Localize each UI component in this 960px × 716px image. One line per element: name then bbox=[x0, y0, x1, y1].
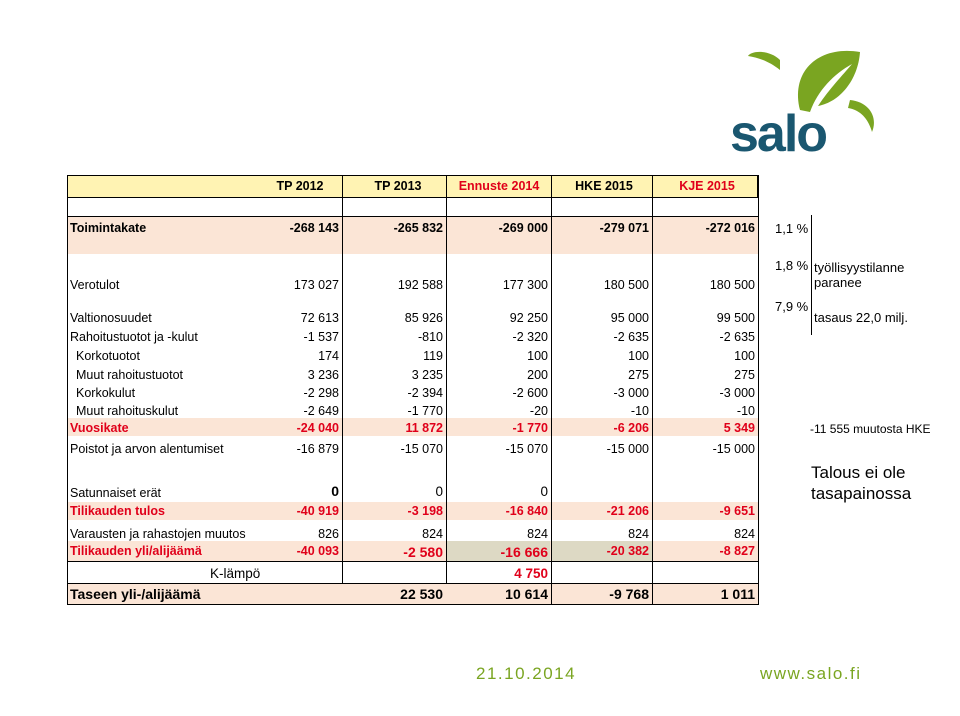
row-label: Vuosikate bbox=[70, 421, 129, 435]
row-label: Toimintakate bbox=[70, 221, 147, 235]
row-label: Verotulot bbox=[70, 278, 120, 292]
header-kje2015: KJE 2015 bbox=[679, 179, 735, 193]
header-ennuste2014: Ennuste 2014 bbox=[458, 179, 540, 193]
header-tp2013: TP 2013 bbox=[374, 179, 422, 193]
cell-value: 100 bbox=[734, 349, 755, 363]
cell-value: 99 500 bbox=[716, 311, 755, 325]
row-label: Korkotuotot bbox=[76, 349, 140, 363]
cell-value: 180 500 bbox=[709, 278, 755, 292]
row-label: Taseen yli-/alijäämä bbox=[70, 586, 201, 602]
line-below-ylijaama bbox=[67, 561, 759, 562]
footer-url[interactable]: www.salo.fi bbox=[760, 664, 862, 683]
cell-value: -269 000 bbox=[498, 221, 548, 235]
cell-value: 5 349 bbox=[723, 421, 755, 435]
pct-note-1: 1,1 % bbox=[775, 221, 809, 236]
cell-value: 275 bbox=[628, 368, 649, 382]
cell-value: 95 000 bbox=[610, 311, 649, 325]
cell-value: 826 bbox=[318, 527, 339, 541]
cell-value: 177 300 bbox=[502, 278, 548, 292]
cell-value: 10 614 bbox=[505, 586, 548, 602]
cell-value: -3 000 bbox=[613, 386, 649, 400]
cell-value: 192 588 bbox=[397, 278, 443, 292]
budget-table bbox=[67, 175, 759, 605]
cell-value: 173 027 bbox=[293, 278, 339, 292]
header-tp2012: TP 2012 bbox=[276, 179, 324, 193]
cell-value: -15 070 bbox=[505, 442, 548, 456]
cell-value: -2 580 bbox=[403, 544, 443, 560]
cell-value: -265 832 bbox=[393, 221, 443, 235]
border-bottom bbox=[67, 604, 759, 605]
cell-value: -16 840 bbox=[505, 504, 548, 518]
cell-value: -2 320 bbox=[512, 330, 548, 344]
cell-value: -3 000 bbox=[719, 386, 755, 400]
row-label: Rahoitustuotot ja -kulut bbox=[70, 330, 198, 344]
cell-value: 180 500 bbox=[603, 278, 649, 292]
cell-value: -9 651 bbox=[719, 504, 755, 518]
cell-value: 3 236 bbox=[307, 368, 339, 382]
cell-value: 275 bbox=[734, 368, 755, 382]
cell-value: -40 919 bbox=[296, 504, 339, 518]
row-label: Tilikauden yli/alijäämä bbox=[70, 544, 202, 558]
cell-value: 824 bbox=[734, 527, 755, 541]
cell-value: -40 093 bbox=[296, 544, 339, 558]
cell-value: 92 250 bbox=[509, 311, 548, 325]
row-label: Satunnaiset erät bbox=[70, 486, 162, 500]
hke-note: -11 555 muutosta HKE bbox=[810, 422, 931, 436]
cell-value: 0 bbox=[331, 483, 339, 499]
cell-value: 119 bbox=[423, 349, 443, 363]
cell-value: -15 000 bbox=[712, 442, 755, 456]
side-divider bbox=[811, 215, 812, 335]
cell-value: -1 770 bbox=[512, 421, 548, 435]
row-label: Muut rahoituskulut bbox=[76, 404, 179, 418]
cell-value: -279 071 bbox=[599, 221, 649, 235]
cell-value: 200 bbox=[527, 368, 548, 382]
col-divider-3 bbox=[551, 175, 552, 605]
header-hke2015: HKE 2015 bbox=[575, 179, 633, 193]
cell-value: -15 070 bbox=[400, 442, 443, 456]
cell-value: -8 827 bbox=[719, 544, 755, 558]
row-label: Tilikauden tulos bbox=[70, 504, 165, 518]
cell-value: 11 872 bbox=[405, 421, 443, 435]
footer-date: 21.10.2014 bbox=[476, 664, 577, 683]
cell-value: -10 bbox=[736, 404, 755, 418]
salo-logo bbox=[730, 40, 880, 163]
cell-value: -20 382 bbox=[606, 544, 649, 558]
row-label: Valtionosuudet bbox=[70, 311, 152, 325]
cell-value: -15 000 bbox=[606, 442, 649, 456]
cell-value: 824 bbox=[527, 527, 548, 541]
cell-value: 72 613 bbox=[300, 311, 339, 325]
cell-value: 824 bbox=[422, 527, 443, 541]
border-left bbox=[67, 175, 68, 605]
row-label: K-lämpö bbox=[210, 566, 261, 581]
cell-value: -6 206 bbox=[613, 421, 649, 435]
cell-value: 824 bbox=[628, 527, 649, 541]
talous-note: Talous ei ole tasapainossa bbox=[811, 463, 912, 503]
col-divider-1 bbox=[342, 175, 343, 583]
pct-note-3: 7,9 % bbox=[775, 299, 809, 314]
cell-value: -2 298 bbox=[303, 386, 339, 400]
employment-note: työllisyystilanne paranee bbox=[814, 260, 905, 290]
cell-value: -268 143 bbox=[289, 221, 339, 235]
row-label: Muut rahoitustuotot bbox=[76, 368, 184, 382]
cell-value: -2 394 bbox=[407, 386, 443, 400]
cell-value: 100 bbox=[527, 349, 548, 363]
pct-note-2: 1,8 % bbox=[775, 258, 809, 273]
cell-value: -20 bbox=[529, 404, 548, 418]
cell-value: -3 198 bbox=[407, 504, 443, 518]
line-above-taseen bbox=[67, 583, 759, 584]
cell-value: 4 750 bbox=[514, 566, 548, 581]
cell-value: 0 bbox=[540, 484, 548, 499]
cell-value: 0 bbox=[435, 484, 443, 499]
row-label: Korkokulut bbox=[76, 386, 136, 400]
cell-value: -16 666 bbox=[500, 544, 548, 560]
col-divider-5 bbox=[758, 175, 759, 605]
cell-value: -21 206 bbox=[606, 504, 649, 518]
cell-value: -810 bbox=[417, 330, 443, 344]
cell-value: -2 649 bbox=[303, 404, 339, 418]
cell-value: 22 530 bbox=[400, 586, 443, 602]
cell-value: -272 016 bbox=[705, 221, 755, 235]
cell-value: 174 bbox=[318, 349, 339, 363]
cell-value: -10 bbox=[630, 404, 649, 418]
cell-value: -16 879 bbox=[296, 442, 339, 456]
col-divider-4 bbox=[652, 175, 653, 605]
cell-value: 1 011 bbox=[720, 586, 755, 602]
col-divider-2 bbox=[446, 175, 447, 583]
tasaus-note: tasaus 22,0 milj. bbox=[814, 310, 908, 325]
cell-value: -1 537 bbox=[303, 330, 339, 344]
row-label: Poistot ja arvon alentumiset bbox=[70, 442, 224, 456]
cell-value: -2 635 bbox=[719, 330, 755, 344]
cell-value: -2 600 bbox=[512, 386, 548, 400]
cell-value: 85 926 bbox=[404, 311, 443, 325]
cell-value: -24 040 bbox=[296, 421, 339, 435]
cell-value: -9 768 bbox=[609, 586, 649, 602]
cell-value: -1 770 bbox=[407, 404, 443, 418]
cell-value: 100 bbox=[628, 349, 649, 363]
cell-value: -2 635 bbox=[613, 330, 649, 344]
line-top-toimintakate bbox=[67, 216, 759, 217]
row-label: Varausten ja rahastojen muutos bbox=[70, 527, 246, 541]
logo-wordmark: salo bbox=[730, 105, 827, 163]
cell-value: 3 235 bbox=[411, 368, 443, 382]
